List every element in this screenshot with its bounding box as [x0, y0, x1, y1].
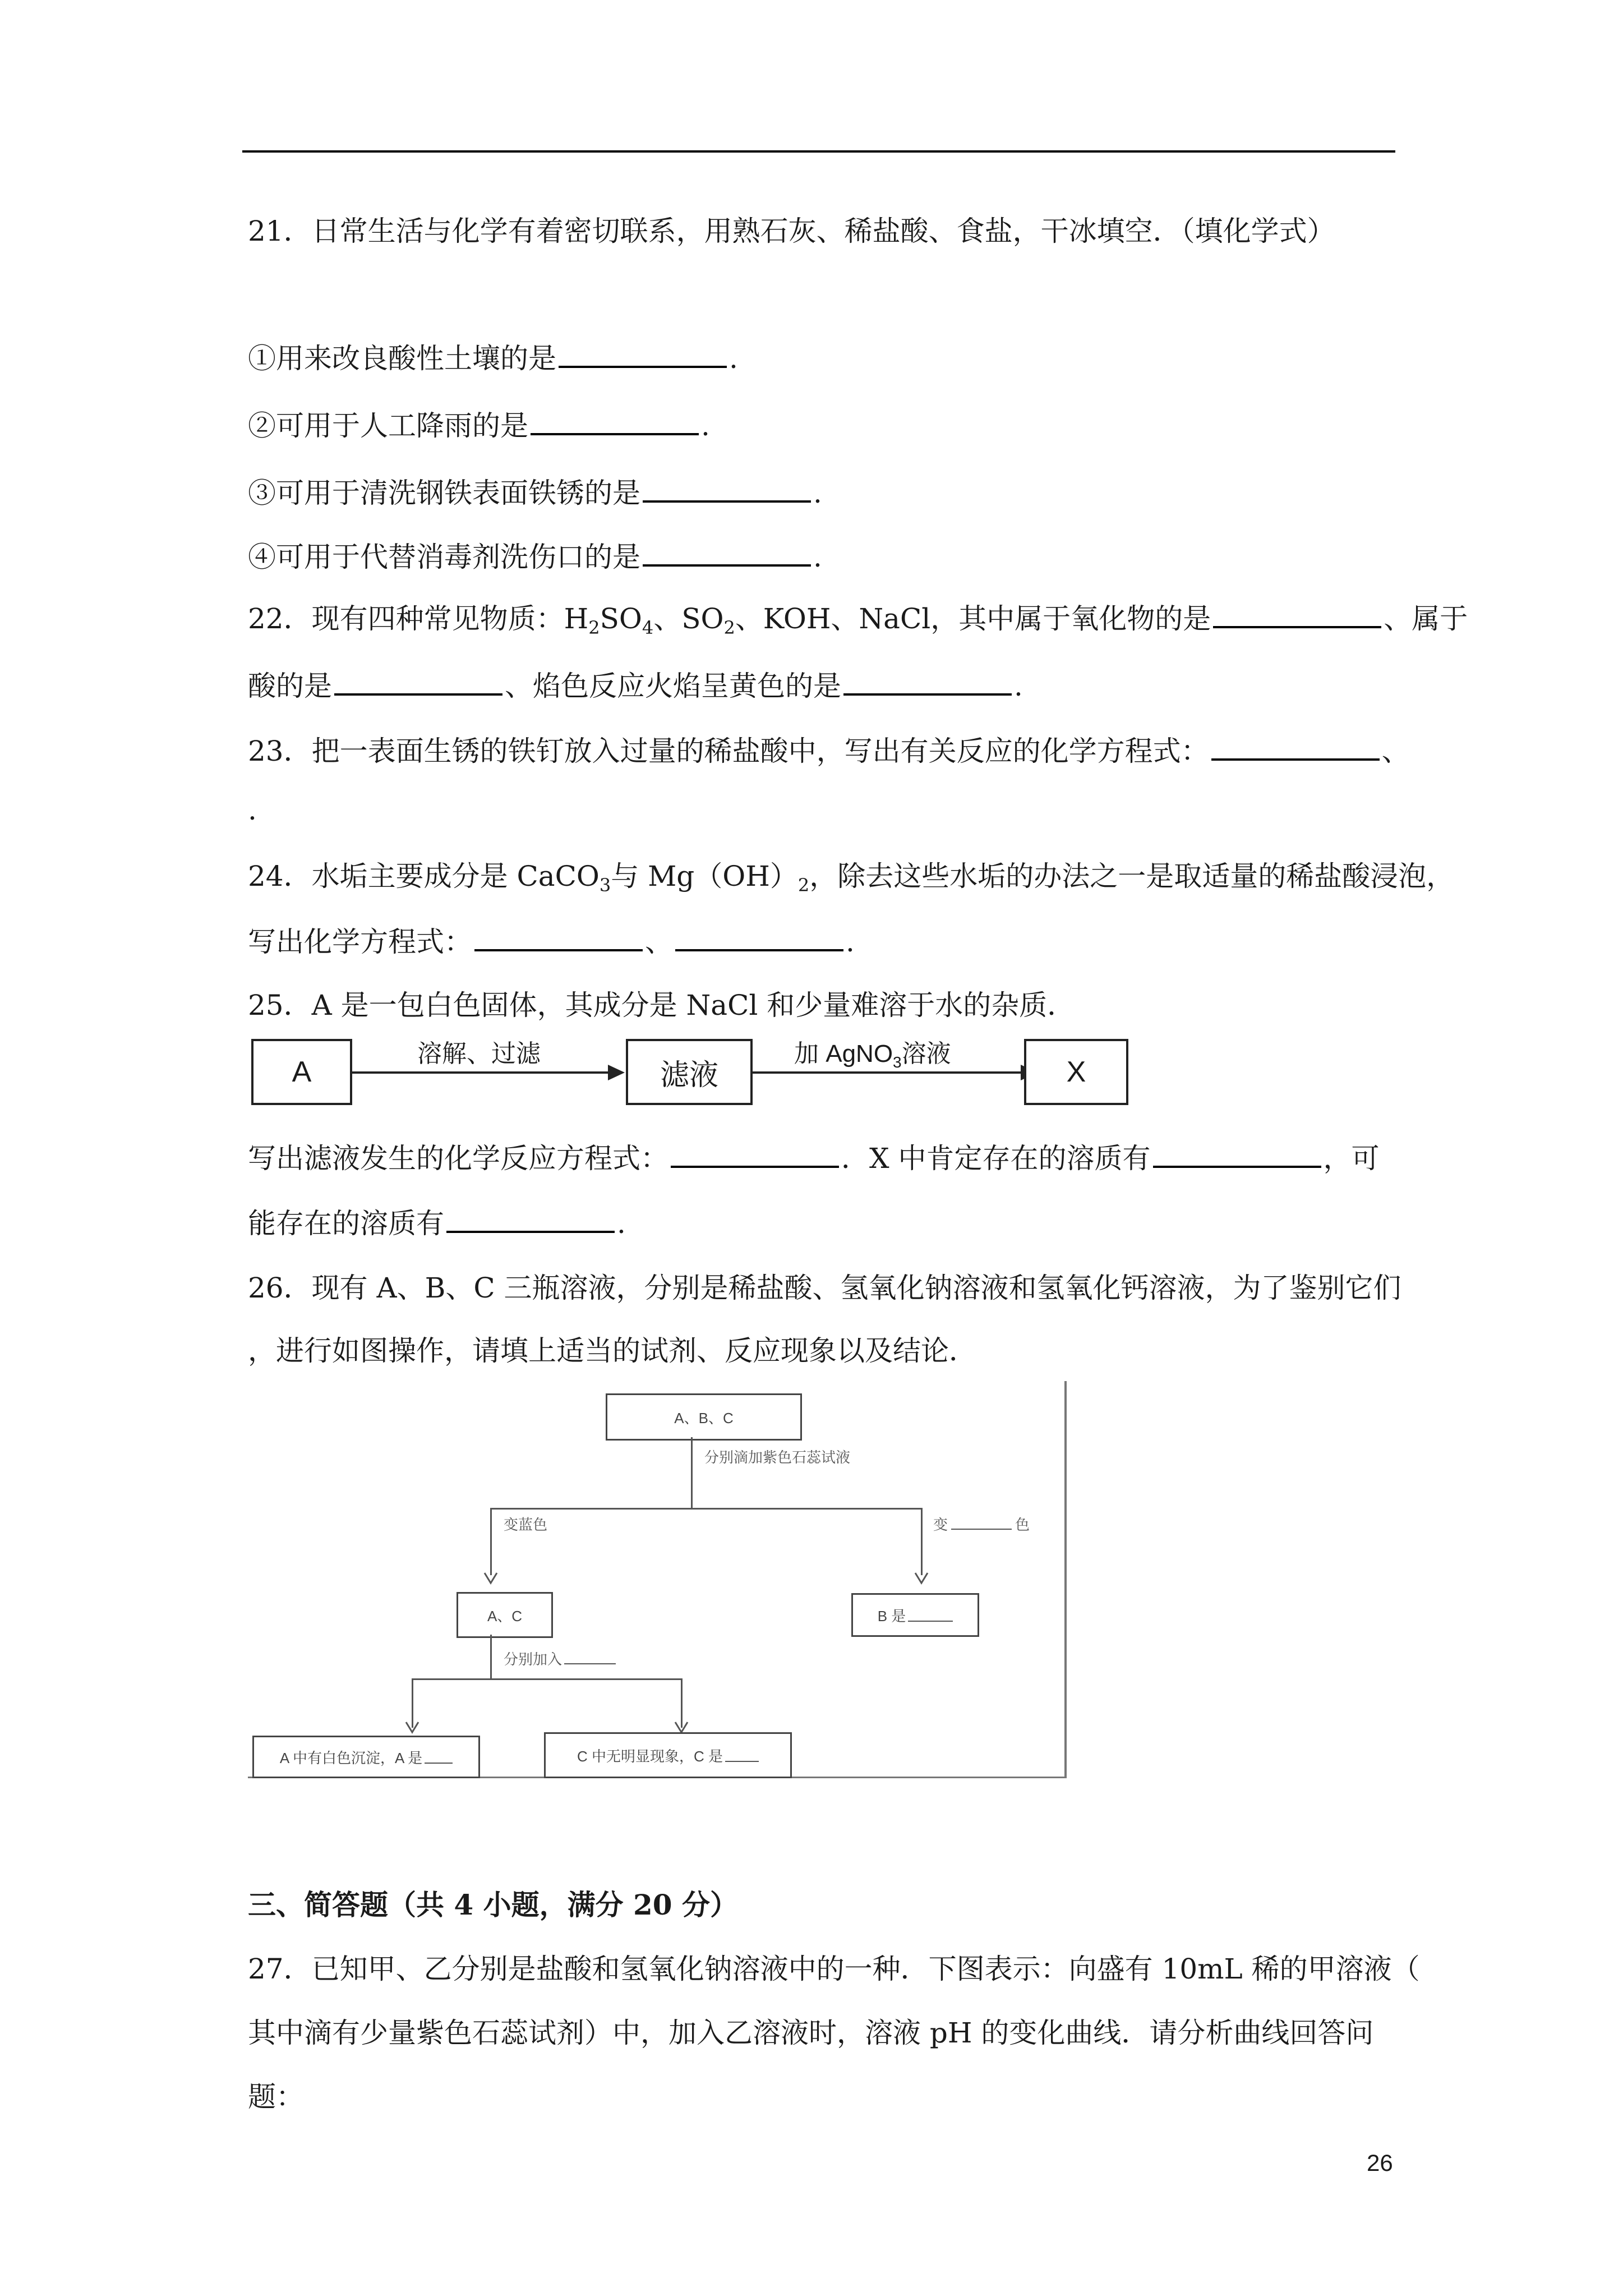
subscript: 2 [588, 617, 600, 638]
subscript: 3 [893, 1053, 902, 1071]
step-1-label: 分别滴加紫色石蕊试液 [704, 1449, 851, 1466]
section-3-heading: 三、简答题（共 4 小题，满分 20 分） [248, 1888, 738, 1921]
box-label: 滤液 [660, 1059, 718, 1092]
answer-blank[interactable] [643, 470, 811, 503]
text: 、SO [653, 602, 724, 635]
connector-line [490, 1508, 492, 1575]
period: . [729, 342, 738, 375]
subscript: 2 [797, 875, 810, 896]
q21-item-text: ④可用于代替消毒剂洗伤口的是 [248, 541, 640, 573]
flow-arrow-2-label [794, 1033, 951, 1071]
text: 加 AgNO [794, 1040, 893, 1068]
text: 能存在的溶质有 [248, 1207, 444, 1240]
answer-blank[interactable] [564, 1651, 616, 1664]
text: 、属于 [1384, 602, 1468, 635]
box-label: A [292, 1056, 312, 1088]
q21-item-1 [248, 335, 1392, 381]
text: SO [600, 602, 642, 635]
header-rule [242, 150, 1395, 153]
text: . [1014, 670, 1023, 702]
period: . [813, 477, 822, 509]
box-label: A 中有白色沉淀，A 是 [279, 1749, 423, 1766]
q25-line-1 [248, 1135, 1392, 1181]
q21-item-3 [248, 470, 1392, 516]
flow-box-a [251, 1039, 352, 1105]
text: 分别加入 [504, 1651, 562, 1668]
connector-line [691, 1437, 693, 1509]
q27-line-2: 其中滴有少量紫色石蕊试剂）中，加入乙溶液时，溶液 pH 的变化曲线．请分析曲线回答问 [248, 2017, 1374, 2049]
right-branch-label [933, 1513, 1030, 1534]
connector-line [412, 1678, 682, 1680]
diagram-box-b [851, 1593, 979, 1637]
text: . [846, 926, 855, 958]
period: . [813, 541, 822, 573]
flow-arrow-2 [750, 1071, 1021, 1074]
answer-blank[interactable] [425, 1750, 453, 1764]
text: 溶液 [901, 1040, 951, 1068]
answer-blank[interactable] [725, 1749, 759, 1762]
q26-diagram [248, 1381, 1067, 1778]
answer-blank[interactable] [675, 919, 843, 951]
arrow-head-icon [608, 1065, 625, 1080]
text: 变 [933, 1516, 948, 1533]
q21-item-2 [248, 403, 1392, 448]
diagram-frame [1064, 1381, 1067, 1778]
q21-item-text: ③可用于清洗钢铁表面铁锈的是 [248, 477, 640, 509]
connector-line [921, 1508, 923, 1575]
text: ，可 [1323, 1142, 1380, 1175]
diagram-box-ac [457, 1592, 553, 1638]
text: . [617, 1207, 626, 1240]
answer-blank[interactable] [643, 534, 811, 567]
text: 、KOH、NaCl，其中属于氧化物的是 [735, 602, 1211, 635]
text: ．X 中肯定存在的溶质有 [841, 1142, 1151, 1175]
text: 23．把一表面生锈的铁钉放入过量的稀盐酸中，写出有关反应的化学方程式： [248, 735, 1209, 767]
flow-box-x [1024, 1039, 1128, 1105]
text: 、焰色反应火焰呈黄色的是 [505, 670, 841, 702]
subscript: 2 [723, 617, 735, 638]
q22-line-2 [248, 663, 1392, 708]
flow-box-filtrate [626, 1039, 753, 1105]
q25-line-2 [248, 1200, 1392, 1246]
q26-line-1: 26．现有 A、B、C 三瓶溶液，分别是稀盐酸、氢氧化钠溶液和氢氧化钙溶液，为了鉴别它们 [248, 1272, 1401, 1304]
subscript: 3 [599, 875, 611, 896]
answer-blank[interactable] [474, 919, 643, 951]
q21-item-text: ②可用于人工降雨的是 [248, 409, 528, 442]
answer-blank[interactable] [1153, 1135, 1321, 1168]
q23-line-2: . [248, 794, 257, 826]
text: 与 Mg（OH） [611, 860, 798, 892]
arrow-down-icon [405, 1720, 419, 1734]
text: 色 [1015, 1516, 1030, 1533]
subscript: 4 [642, 617, 654, 638]
text: 酸的是 [248, 670, 332, 702]
diagram-box-abc [606, 1393, 802, 1441]
answer-blank[interactable] [843, 663, 1012, 696]
arrow-down-icon [914, 1571, 929, 1585]
q25-stem: 25．A 是一包白色固体，其成分是 NaCl 和少量难溶于水的杂质． [248, 989, 1076, 1022]
connector-line [490, 1508, 922, 1510]
page-number: 26 [1367, 2150, 1393, 2176]
diagram-box-result-a [252, 1736, 480, 1778]
answer-blank[interactable] [908, 1608, 953, 1622]
q21-stem: 21．日常生活与化学有着密切联系，用熟石灰、稀盐酸、食盐，干冰填空．（填化学式） [248, 215, 1335, 247]
left-branch-label: 变蓝色 [504, 1516, 548, 1533]
arrow-down-icon [483, 1571, 498, 1585]
box-label: B 是 [877, 1607, 906, 1625]
text: 写出滤液发生的化学反应方程式： [248, 1142, 668, 1175]
answer-blank[interactable] [671, 1135, 839, 1168]
answer-blank[interactable] [531, 403, 699, 435]
flow-arrow-1-label: 溶解、过滤 [417, 1040, 541, 1068]
q21-item-text: ①用来改良酸性土壤的是 [248, 342, 556, 375]
q26-line-2: ，进行如图操作，请填上适当的试剂、反应现象以及结论． [248, 1335, 977, 1367]
q27-line-1: 27．已知甲、乙分别是盐酸和氢氧化钠溶液中的一种．下图表示：向盛有 10mL 稀的甲溶液（ [248, 1953, 1420, 1985]
q24-line-1 [248, 854, 1455, 908]
flow-arrow-1 [350, 1071, 608, 1074]
text: 22．现有四种常见物质：H [248, 602, 589, 635]
box-label: C 中无明显现象，C 是 [577, 1747, 723, 1765]
q22-line-1 [248, 596, 1468, 650]
connector-line [490, 1635, 492, 1680]
box-label: X [1066, 1056, 1086, 1088]
answer-blank[interactable] [559, 335, 727, 368]
q27-line-3: 题： [248, 2081, 304, 2113]
q21-item-4 [248, 534, 1392, 579]
step-2-label [504, 1648, 616, 1669]
q23-line-1 [248, 728, 1410, 774]
text: 、 [1381, 735, 1410, 767]
text: 写出化学方程式： [248, 926, 472, 958]
answer-blank[interactable] [1213, 596, 1381, 628]
text: ，除去这些水垢的办法之一是取适量的稀盐酸浸泡， [809, 860, 1455, 892]
answer-blank[interactable] [951, 1516, 1012, 1530]
q24-line-2 [248, 919, 1392, 964]
answer-blank[interactable] [1211, 728, 1380, 761]
diagram-box-result-c [544, 1732, 792, 1778]
box-label: A、C [487, 1607, 523, 1625]
answer-blank[interactable] [334, 663, 502, 696]
text: 24．水垢主要成分是 CaCO [248, 860, 600, 892]
box-label: A、B、C [674, 1409, 734, 1427]
answer-blank[interactable] [446, 1200, 615, 1233]
text: 、 [645, 926, 673, 958]
period: . [701, 409, 710, 442]
